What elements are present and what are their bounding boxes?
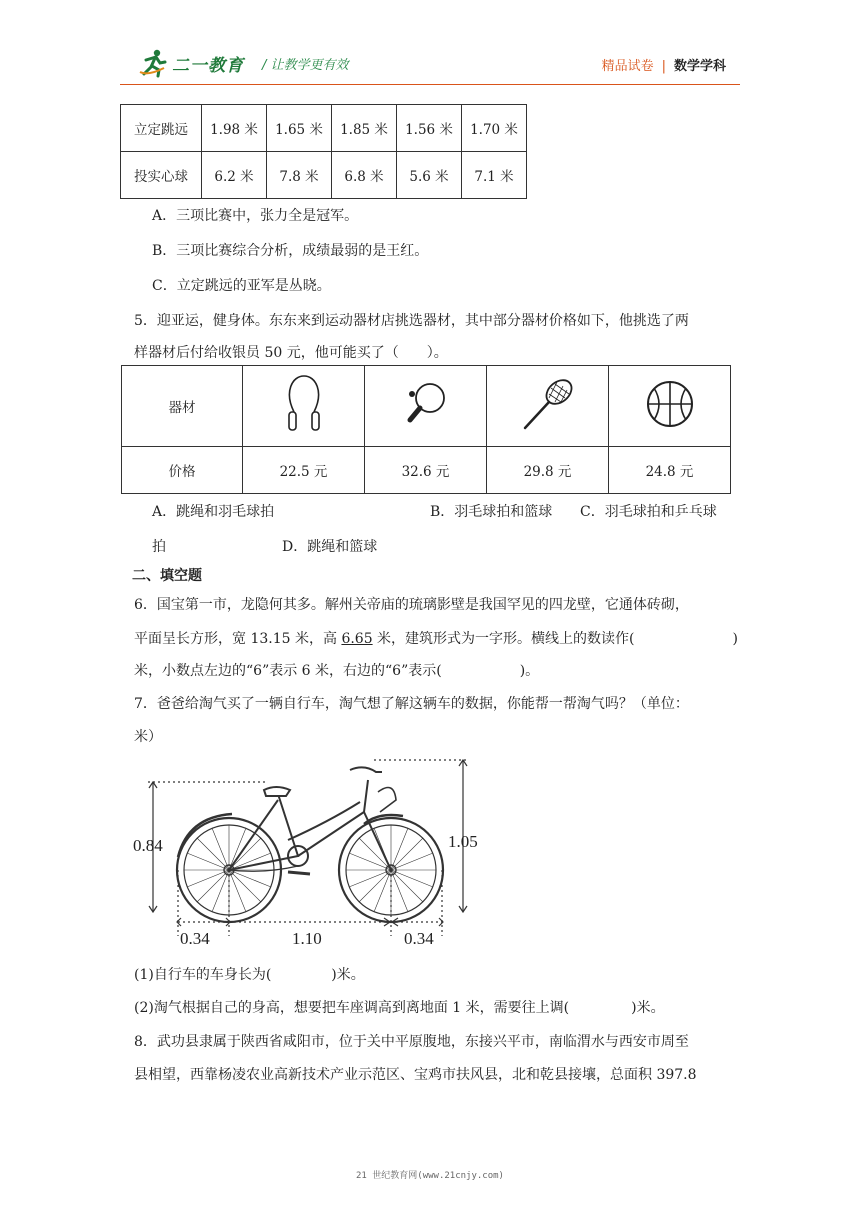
q8-line-2: 县相望，西靠杨凌农业高新技术产业示范区、宝鸡市扶风县，北和乾县接壤，总面积 397.8	[134, 1067, 697, 1083]
table-row	[122, 447, 731, 494]
header-logo	[138, 48, 349, 78]
dim-seat-height: 0.84	[133, 836, 163, 855]
ping-pong-paddle-icon	[396, 372, 456, 436]
table-cell: 1.65 米	[267, 105, 332, 152]
table-cell: 24.8 元	[609, 447, 731, 494]
q7-text: )米。	[631, 1000, 665, 1016]
bicycle-diagram	[128, 752, 488, 952]
q7-sub-1	[134, 964, 365, 984]
table-cell	[243, 366, 365, 447]
row-label: 投实心球	[121, 152, 202, 199]
pedal	[288, 872, 310, 874]
dim-middle: 1.10	[292, 929, 322, 948]
dim-right: 0.34	[404, 929, 434, 948]
q6-line-1: 6．国宝第一市，龙隐何其多。解州关帝庙的琉璃影壁是我国罕见的四龙壁，它通体砖砌，	[134, 597, 689, 613]
q5-option-c: C．羽毛球拍和乒乓球	[580, 504, 717, 520]
q6-text: 米，小数点左边的“6”表示 6 米，右边的“6”表示(	[134, 663, 442, 679]
q7-text: )米。	[331, 967, 365, 983]
table-cell: 1.85 米	[332, 105, 397, 152]
q5-option-c-cont: 拍	[152, 539, 166, 555]
table-cell	[609, 366, 731, 447]
header-left-label: 精品试卷	[601, 59, 654, 74]
q4-option-b: B．三项比赛综合分析，成绩最弱的是王红。	[152, 243, 429, 259]
q6-text: )。	[519, 663, 540, 679]
table-cell: 22.5 元	[243, 447, 365, 494]
row-label: 价格	[122, 447, 243, 494]
table-cell: 29.8 元	[487, 447, 609, 494]
table-cell: 1.56 米	[397, 105, 462, 152]
table-cell: 1.98 米	[202, 105, 267, 152]
q7-text: (2)淘气根据自己的身高，想要把车座调高到离地面 1 米，需要往上调(	[134, 1000, 570, 1016]
q7-line-2: 米）	[134, 729, 162, 745]
q4-option-c: C．立定跳远的亚军是丛晓。	[152, 278, 331, 294]
table-cell: 32.6 元	[365, 447, 487, 494]
table-cell: 5.6 米	[397, 152, 462, 199]
section-title: 二、填空题	[132, 568, 202, 584]
q6-line-3	[134, 660, 539, 680]
q5-option-d: D．跳绳和篮球	[282, 539, 378, 555]
q5-line-1: 5．迎亚运，健身体。东东来到运动器材店挑选器材，其中部分器材价格如下，他挑选了两	[134, 313, 689, 329]
q4-option-a: A．三项比赛中，张力全是冠军。	[152, 208, 359, 224]
table-cell	[365, 366, 487, 447]
score-table	[120, 104, 527, 199]
equipment-table	[121, 365, 731, 494]
row-label: 器材	[122, 366, 243, 447]
badminton-racket-icon	[513, 372, 583, 436]
table-cell: 6.2 米	[202, 152, 267, 199]
q8-line-1: 8．武功县隶属于陕西省咸阳市，位于关中平原腹地，东接兴平市，南临渭水与西安市周至	[134, 1034, 689, 1050]
header-divider	[120, 84, 740, 85]
logo-text: 二一教育	[172, 55, 244, 76]
table-cell	[487, 366, 609, 447]
table-cell: 7.8 米	[267, 152, 332, 199]
runner-logo-icon	[138, 48, 168, 78]
header-separator: |	[661, 59, 666, 74]
header-subject	[602, 55, 726, 74]
footer: 21 世纪教育网(www.21cnjy.com)	[356, 1171, 504, 1181]
q6-text: 平面呈长方形，宽 13.15 米，高	[134, 631, 342, 647]
q7-sub-2	[134, 997, 665, 1017]
underlined-number: 6.65	[341, 631, 373, 647]
row-label: 立定跳远	[121, 105, 202, 152]
table-cell: 6.8 米	[332, 152, 397, 199]
q5-option-a: A．跳绳和羽毛球拍	[152, 504, 275, 520]
q5-option-b: B．羽毛球拍和篮球	[430, 504, 553, 520]
q6-text: )	[732, 631, 738, 647]
table-cell: 7.1 米	[462, 152, 527, 199]
dim-left: 0.34	[180, 929, 210, 948]
table-row	[122, 366, 731, 447]
q6-text: 米，建筑形式为一字形。横线上的数读作(	[372, 631, 635, 647]
basketball-icon	[640, 372, 700, 436]
q7-line-1: 7．爸爸给淘气买了一辆自行车，淘气想了解这辆车的数据，你能帮一帮淘气吗？（单位：	[134, 696, 689, 712]
q6-line-2	[134, 628, 738, 648]
jump-rope-icon	[274, 372, 334, 436]
q7-text: (1)自行车的车身长为(	[134, 967, 272, 983]
dim-total-height: 1.05	[448, 832, 478, 851]
table-cell: 1.70 米	[462, 105, 527, 152]
q5-line-2: 样器材后付给收银员 50 元，他可能买了（ ）。	[134, 345, 448, 361]
table-row	[121, 152, 527, 199]
header-right-label: 数学学科	[673, 59, 726, 74]
table-row	[121, 105, 527, 152]
slogan: / 让教学更有效	[262, 57, 349, 73]
